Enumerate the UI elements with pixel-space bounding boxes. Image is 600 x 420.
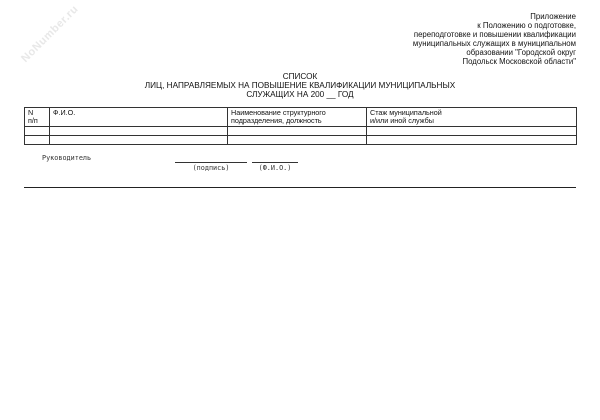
header-service-line: и/или иной службы xyxy=(370,116,434,125)
appendix-line: образовании "Городской округ xyxy=(466,48,576,57)
header-number xyxy=(25,108,50,127)
fio-line xyxy=(252,162,298,163)
title-line: ЛИЦ, НАПРАВЛЯЕМЫХ НА ПОВЫШЕНИЕ КВАЛИФИКАЦИИ МУНИЦИПАЛЬНЫХ xyxy=(144,81,456,90)
header-position xyxy=(228,108,367,127)
table-cell xyxy=(367,136,577,145)
appendix-note xyxy=(356,12,576,66)
title-line: СЛУЖАЩИХ НА 200 __ ГОД xyxy=(246,90,354,99)
appendix-line: переподготовке и повышении квалификации xyxy=(413,30,576,39)
signature-caption: (подпись) xyxy=(192,164,230,172)
appendix-line: к Положению о подготовке, xyxy=(477,21,576,30)
table-cell xyxy=(50,136,228,145)
table-cell xyxy=(25,127,50,136)
appendix-line: муниципальных служащих в муниципальном xyxy=(412,39,576,48)
table-cell xyxy=(228,127,367,136)
table-cell xyxy=(367,127,577,136)
appendix-line: Подольск Московской области" xyxy=(462,57,576,66)
header-fio-text: Ф.И.О. xyxy=(53,108,76,117)
document-title xyxy=(0,72,600,99)
header-service-length xyxy=(367,108,577,127)
appendix-line: Приложение xyxy=(530,12,576,21)
table-row xyxy=(25,136,577,145)
watermark: NoNumber.ru xyxy=(19,3,81,65)
bottom-divider xyxy=(24,187,576,188)
employee-list-table xyxy=(24,107,577,145)
header-position-line: Наименование структурного xyxy=(231,108,326,117)
header-number-line: N xyxy=(28,108,34,117)
header-service-line: Стаж муниципальной xyxy=(370,108,442,117)
signature-label: Руководитель xyxy=(42,154,92,162)
table-header-row xyxy=(25,108,577,127)
table-cell xyxy=(228,136,367,145)
header-fio xyxy=(50,108,228,127)
fio-caption: (Ф.И.О.) xyxy=(258,164,292,172)
title-line: СПИСОК xyxy=(282,72,318,81)
table-cell xyxy=(50,127,228,136)
signature-line xyxy=(175,162,247,163)
header-number-line: п/п xyxy=(28,116,38,125)
header-position-line: подразделения, должность xyxy=(231,116,322,125)
table-cell xyxy=(25,136,50,145)
table-row xyxy=(25,127,577,136)
